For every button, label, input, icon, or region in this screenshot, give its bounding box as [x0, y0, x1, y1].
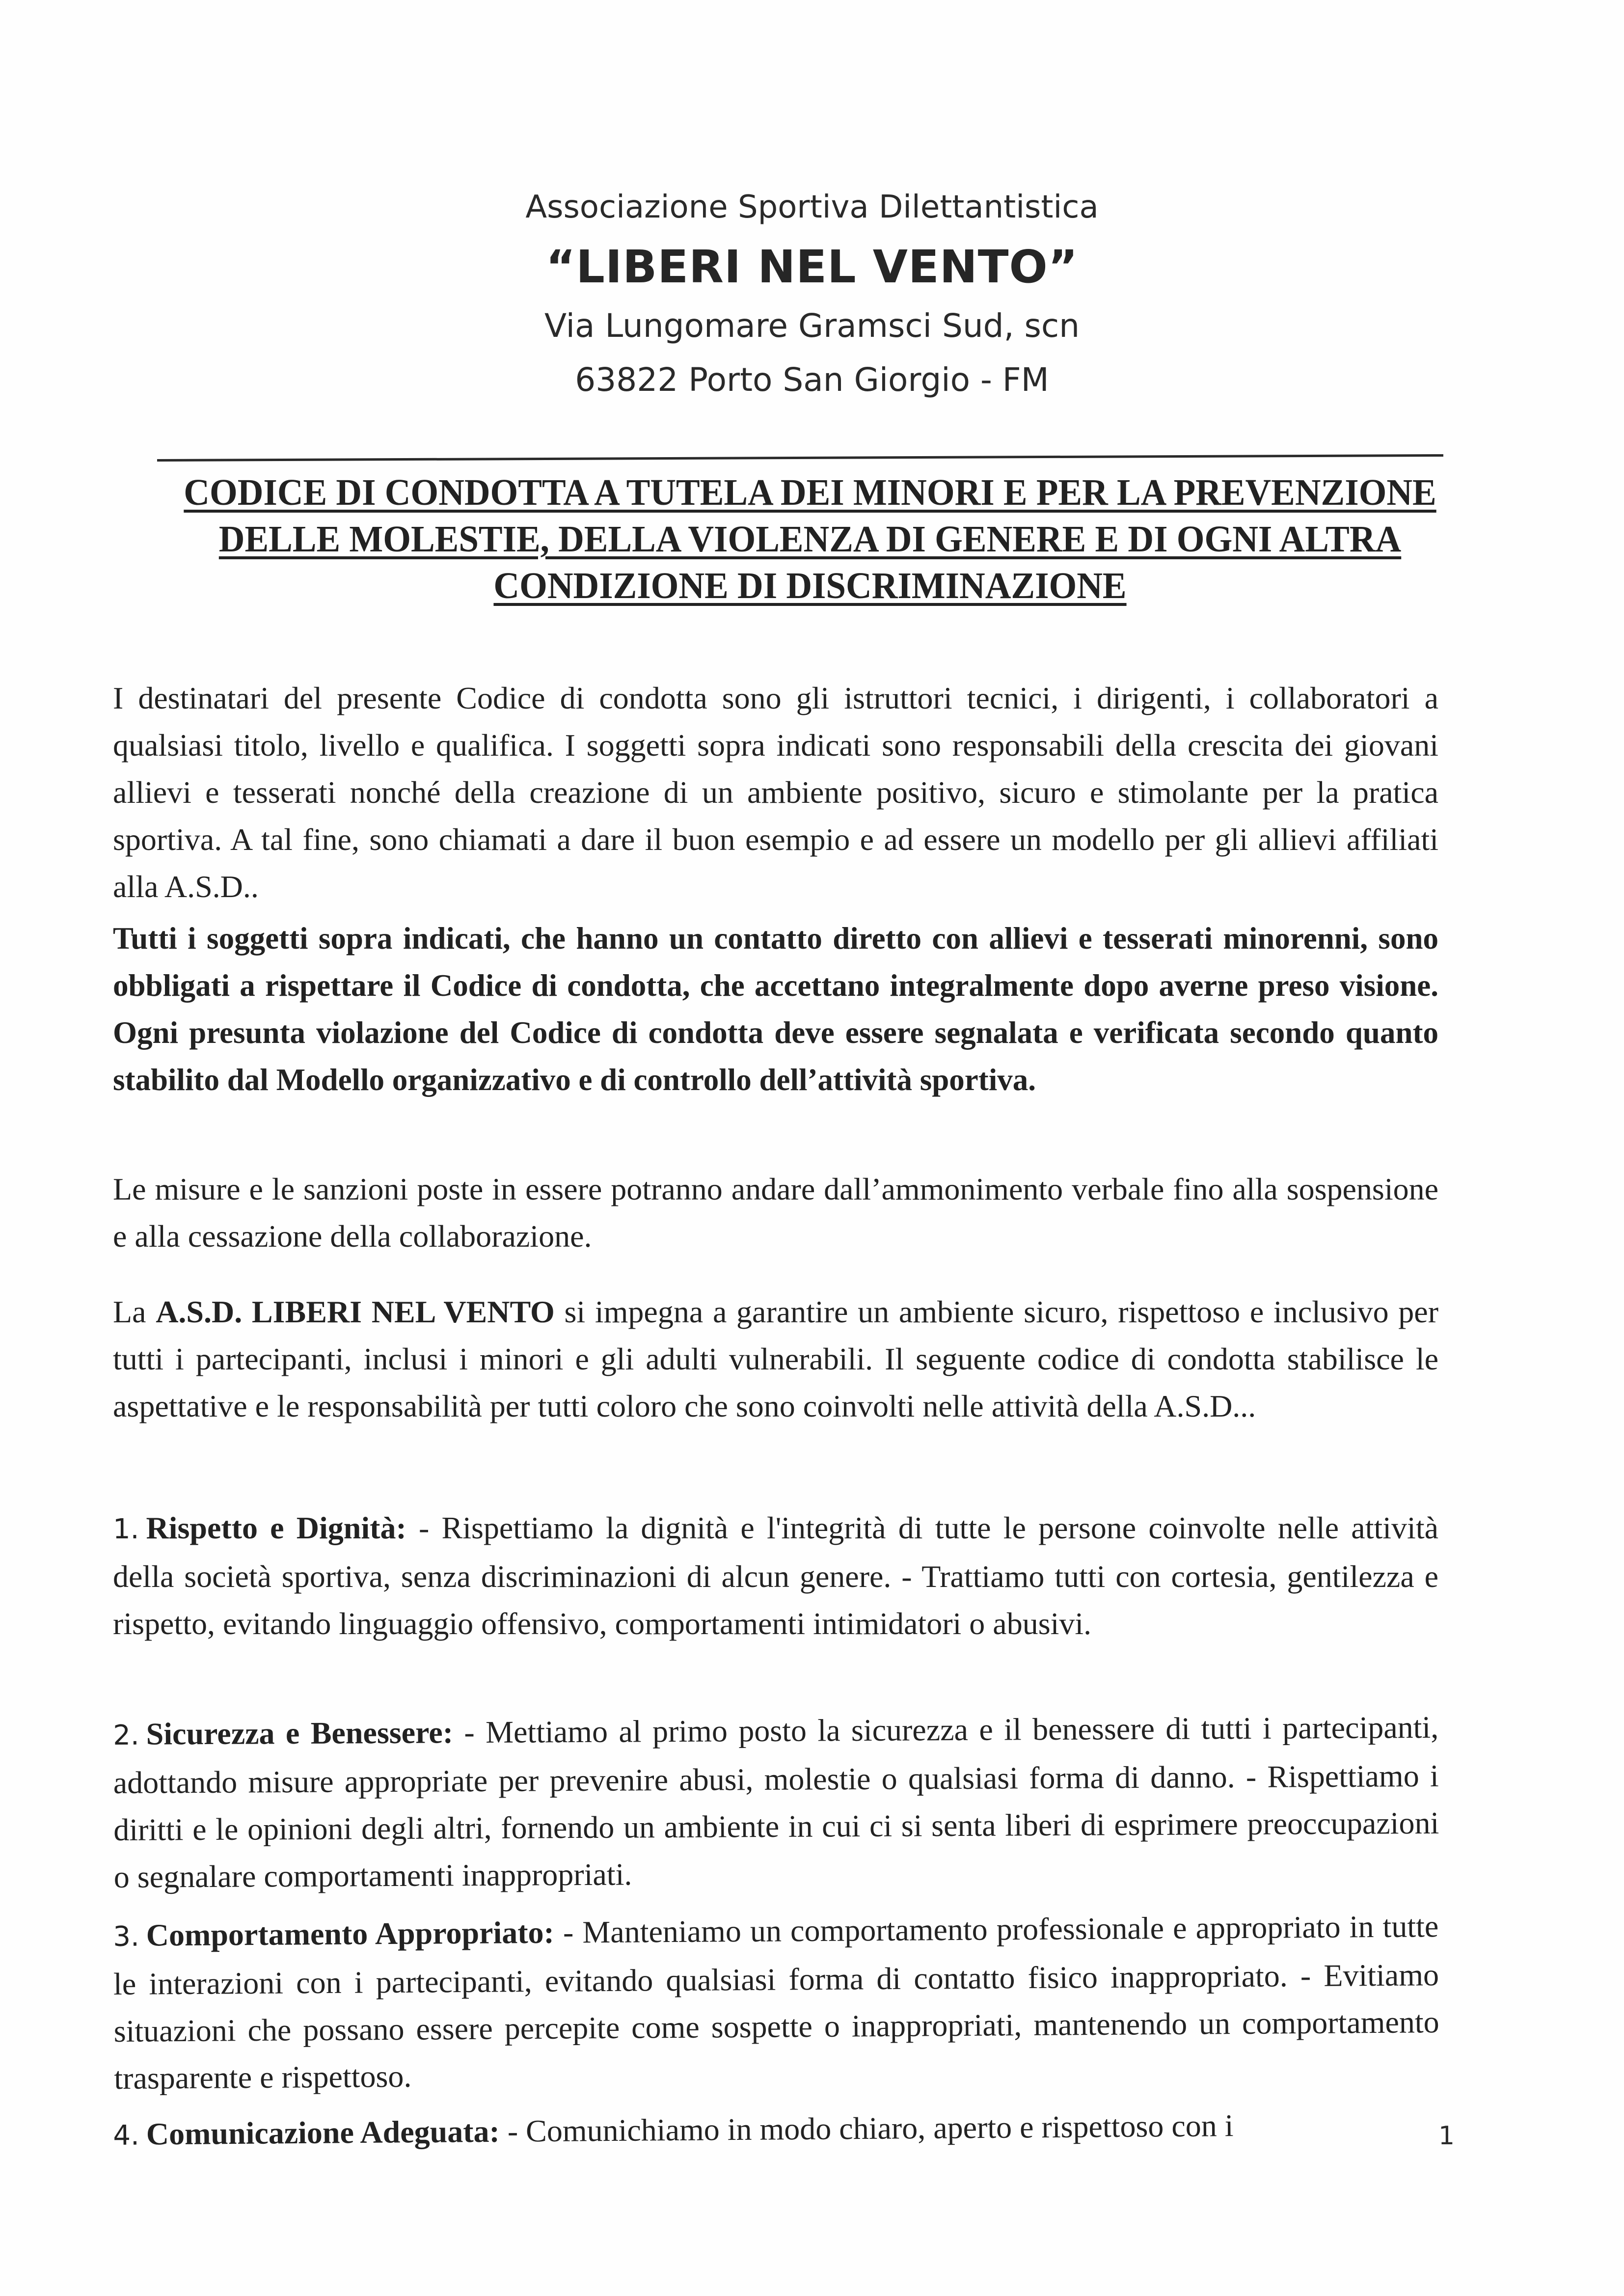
document-title-line-1: CODICE DI CONDOTTA A TUTELA DEI MINORI E PER LA PREVENZIONE — [184, 472, 1436, 513]
paragraph-obligations: Tutti i soggetti sopra indicati, che hanno un contatto diretto con allievi e tesserati minorenni, sono obbligati a rispettare il Codice di condotta, che accettano integralmente dopo averne preso visione. Ogni presunta violazione del Codice di condotta deve essere segnalata e verificata secondo quanto stabilito dal Modello organizzativo e di controllo dell’attività sportiva. — [113, 921, 1438, 1097]
commitment-text: si impegna a garantire un ambiente sicuro, rispettoso e inclusivo per tutti i partecipanti, inclusi i minori e gli adulti vulnerabili. Il seguente codice di condotta stabilisce le aspettative e le responsabilità per tutti coloro che sono coinvolti nelle attività della A.S.D... — [113, 1294, 1439, 1423]
letterhead-org-type: Associazione Sportiva Dilettantistica — [525, 189, 1099, 225]
paragraph-recipients: I destinatari del presente Codice di condotta sono gli istruttori tecnici, i dirigenti, i collaboratori a qualsiasi titolo, livello e qualifica. I soggetti sopra indicati sono responsabili della crescita dei giovani allievi e tesserati nonché della creazione di un ambiente positivo, sicuro e stimolante per la pratica sportiva. A tal fine, sono chiamati a dare il buon esempio e ad essere un modello per gli allievi affiliati alla A.S.D.. — [113, 681, 1438, 904]
item-heading: Comunicazione Adeguata: — [146, 2113, 500, 2152]
item-number: 3. — [113, 1920, 140, 1953]
item-number: 2. — [113, 1719, 139, 1751]
list-item — [113, 1903, 1440, 2102]
item-heading: Sicurezza e Benessere: — [146, 1715, 454, 1751]
item-heading: Comportamento Appropriato: — [146, 1914, 555, 1953]
item-text: - Mettiamo al primo posto la sicurezza e il benessere di tutti i partecipanti, adottando misure appropriate per prevenire abusi, molestie o qualsiasi forma di danno. - Rispettiamo i diritti e le opinioni degli altri, fornendo un ambiente in cui ci si senta liberi di esprimere preoccupazioni o segnalare comportamenti inappropriati. — [113, 1709, 1439, 1894]
paragraph-sanctions: Le misure e le sanzioni poste in essere potranno andare dall’ammonimento verbale fino alla sospensione e alla cessazione della collaborazione. — [113, 1172, 1438, 1254]
letterhead-address-city: 63822 Porto San Giorgio - FM — [575, 361, 1049, 399]
page-number: 1 — [1438, 2121, 1455, 2151]
letterhead-org-name: “LIBERI NEL VENTO” — [545, 241, 1079, 293]
commitment-prefix: La — [113, 1294, 156, 1329]
commitment-org-name: A.S.D. LIBERI NEL VENTO — [156, 1294, 555, 1329]
header-divider — [157, 454, 1443, 462]
list-item — [113, 2101, 1439, 2159]
item-number: 4. — [113, 2119, 140, 2152]
item-text: - Manteniamo un comportamento professionale e appropriato in tutte le interazioni con i partecipanti, evitando qualsiasi forma di contatto fisico inappropriato. - Evitiamo situazioni che possano essere percepite come sospette o inappropriati, mantenendo un comportamento trasparente e rispettoso. — [113, 1909, 1439, 2096]
document-title-line-3: CONDIZIONE DI DISCRIMINAZIONE — [493, 565, 1127, 606]
letterhead-address-street: Via Lungomare Gramsci Sud, scn — [544, 307, 1080, 345]
item-number: 1. — [113, 1513, 139, 1545]
item-heading: Rispetto e Dignità: — [146, 1510, 406, 1545]
paragraph-commitment — [113, 1288, 1438, 1430]
item-text: - Rispettiamo la dignità e l'integrità di tutte le persone coinvolte nelle attività della società sportiva, senza discriminazioni di alcun genere. - Trattiamo tutti con cortesia, gentilezza e rispetto, evitando linguaggio offensivo, comportamenti intimidatori o abusivi. — [113, 1510, 1439, 1641]
document-title-line-2: DELLE MOLESTIE, DELLA VIOLENZA DI GENERE E DI OGNI ALTRA — [218, 519, 1402, 560]
list-item — [113, 1504, 1438, 1647]
list-item — [113, 1704, 1439, 1901]
item-text: - Comunichiamo in modo chiaro, aperto e rispettoso con i — [499, 2108, 1234, 2149]
